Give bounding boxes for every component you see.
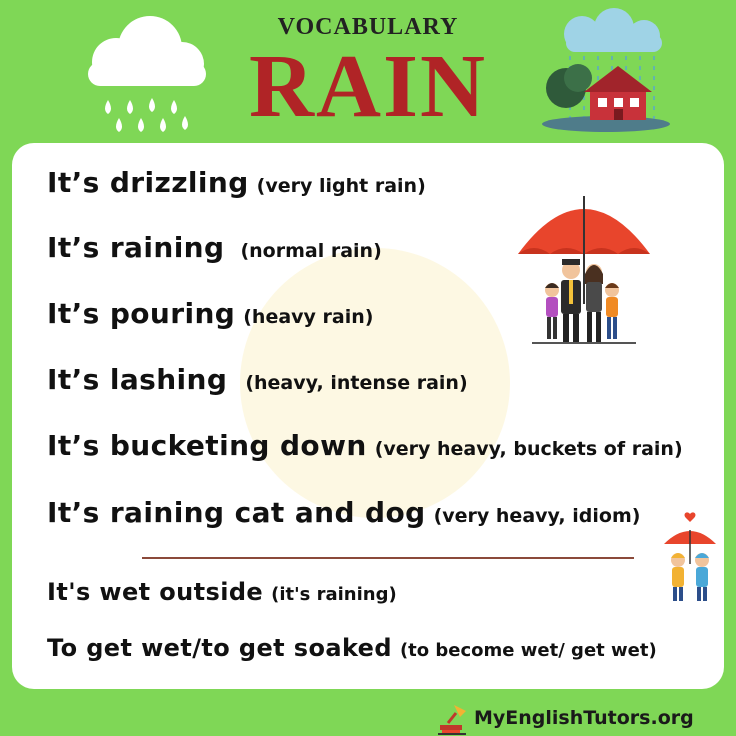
site-name: MyEnglishTutors.org bbox=[474, 707, 694, 729]
vocab-term: It’s pouring bbox=[47, 297, 236, 330]
vocab-row-lashing bbox=[47, 363, 468, 396]
vocab-note: (heavy, intense rain) bbox=[245, 372, 468, 394]
vocab-row-drizzling bbox=[47, 166, 426, 199]
lamp-logo-icon bbox=[436, 701, 470, 735]
extra-row-get-wet bbox=[47, 634, 657, 662]
couple-umbrella-icon bbox=[660, 512, 720, 604]
footer-brand bbox=[436, 700, 694, 736]
vocab-note: (very light rain) bbox=[256, 175, 426, 197]
page-title: RAIN bbox=[248, 37, 487, 136]
vocab-note: (heavy rain) bbox=[243, 306, 374, 328]
extra-row-wet-outside bbox=[47, 578, 397, 606]
vocab-term: It’s drizzling bbox=[47, 166, 249, 199]
extra-term: It's wet outside bbox=[47, 578, 264, 606]
vocab-term: It’s raining cat and dog bbox=[47, 496, 426, 529]
vocab-row-bucketing bbox=[47, 429, 683, 462]
vocab-note: (very heavy, idiom) bbox=[433, 505, 641, 527]
rain-cloud-icon bbox=[78, 12, 213, 137]
vocab-row-pouring bbox=[47, 297, 373, 330]
family-umbrella-icon bbox=[514, 184, 654, 346]
vocab-row-cat-and-dog bbox=[47, 496, 640, 529]
vocab-row-raining bbox=[47, 231, 382, 264]
rainy-house-icon bbox=[540, 12, 670, 134]
vocab-term: It’s lashing bbox=[47, 363, 228, 396]
vocab-note: (very heavy, buckets of rain) bbox=[374, 438, 683, 460]
vocab-term: It’s bucketing down bbox=[47, 429, 367, 462]
vocab-note: (normal rain) bbox=[240, 240, 382, 262]
vocabulary-kicker: VOCABULARY bbox=[277, 14, 459, 40]
vocab-term: It’s raining bbox=[47, 231, 225, 264]
section-divider bbox=[142, 557, 634, 559]
extra-note: (to become wet/ get wet) bbox=[399, 640, 657, 661]
extra-note: (it's raining) bbox=[271, 584, 397, 605]
extra-term: To get wet/to get soaked bbox=[47, 634, 392, 662]
